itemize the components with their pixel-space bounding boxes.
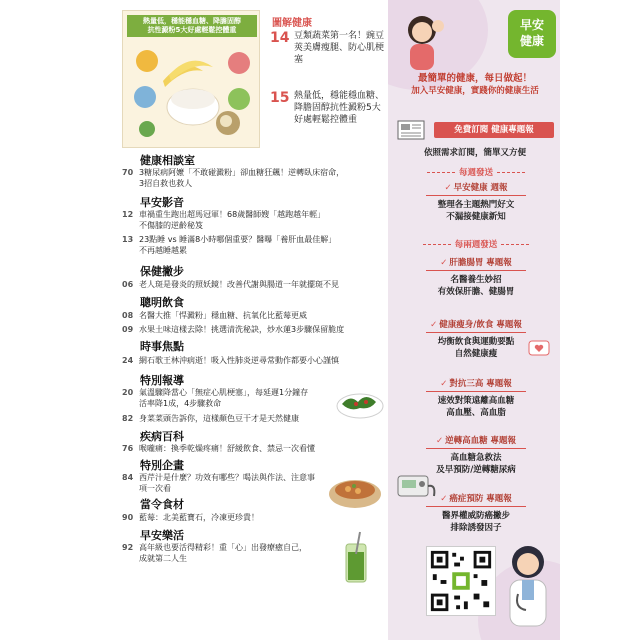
infographic-illustration xyxy=(123,11,260,148)
check-icon: ✓ xyxy=(440,379,448,389)
newsletter-topic[interactable]: ✓ 早安健康 週報 整理各主題熱門好文 不漏接健康新知 xyxy=(398,181,554,223)
section-title: 健康相談室 xyxy=(140,154,195,167)
divider xyxy=(426,332,526,333)
toc-item[interactable]: 06 老人斑是發炎的照妖鏡！改善代謝與腸道一年就擺斑不見 xyxy=(122,280,339,289)
toc-item[interactable]: 12 車禍重生跑出超馬冠軍！68歲醫師嫂「越跑越年輕」 不傷膝的逆齡秘笈 xyxy=(122,210,326,230)
divider xyxy=(426,506,526,507)
toc-item[interactable]: 08 名醫大推「悍澱粉」穩血糖、抗氧化比藍莓更威 xyxy=(122,311,307,320)
toc-item[interactable]: 82 身菜菜頭告訴你，這樣顏色豆干才是天然健康 xyxy=(122,414,299,423)
toc-item[interactable]: 20 氣溫驟降當心「無症心肌梗塞」，每延遲1分鐘存 活率降1成，4步驟救命 xyxy=(122,388,309,408)
feature-item[interactable] xyxy=(270,30,388,80)
check-icon: ✓ xyxy=(440,494,448,504)
subscribe-note: 依照需求訂閱，簡單又方便 xyxy=(423,148,526,158)
toc-item[interactable]: 09 水果土味這樣去除！挑選清洗秘訣，炒水蓮3步驟保留脆度 xyxy=(122,325,345,334)
page-number: 14 xyxy=(270,30,290,46)
check-icon: ✓ xyxy=(444,183,452,193)
feature-item[interactable] xyxy=(270,90,388,150)
newsletter-topic[interactable]: ✓ 肝膽腸胃 專題報 名醫養生妙招 有效保肝膽、健腸胃 xyxy=(398,256,554,298)
infographic-title: 熱量低，穩能穩血糖、降膽固醇 抗性澱粉5大好處輕鬆控體重 xyxy=(127,15,257,37)
feature-heading: 圖解健康 xyxy=(272,18,312,29)
divider xyxy=(426,195,526,196)
section-title: 當令食材 xyxy=(140,498,184,511)
newsletter-topic[interactable]: ✓ 健康瘦身/飲食 專題報 均衡飲食與運動要點 自然健康瘦 xyxy=(398,318,554,360)
qr-code[interactable] xyxy=(426,546,496,616)
toc-item[interactable]: 70 3糖尿病阿嬤「不敢碰澱粉」卻血糖狂飆！逆轉臥床宿命， 3招自救也救人 xyxy=(122,168,345,188)
toc-item[interactable]: 24 網石歌王林沖病逝！吸入性肺炎逆尋常動作都要小心謹慎 xyxy=(122,356,339,365)
heart-chat-icon xyxy=(528,340,550,358)
page-number: 15 xyxy=(270,90,290,106)
table-of-contents xyxy=(110,0,388,640)
divider xyxy=(426,270,526,271)
subscription-promo xyxy=(388,0,560,640)
check-icon: ✓ xyxy=(440,258,448,268)
section-title: 特別企畫 xyxy=(140,459,184,472)
section-title: 早安樂活 xyxy=(140,529,184,542)
vegetable-dish-image xyxy=(336,388,384,420)
doctor-illustration xyxy=(498,540,556,628)
section-title: 疾病百科 xyxy=(140,430,184,443)
newsletter-topic[interactable]: ✓ 逆轉高血糖 專題報 高血糖急救法 及早預防/逆轉糖尿病 xyxy=(398,434,554,476)
section-title: 聰明飲食 xyxy=(140,296,184,309)
newspaper-icon xyxy=(396,118,428,142)
infographic-image xyxy=(122,10,260,148)
food-bowl-image xyxy=(326,470,384,510)
toc-item[interactable]: 13 23點睡 vs 睡滿8小時哪個重要？醫曝「養肝血最佳解」 不再越睡越累 xyxy=(122,235,337,255)
feature-text: 熱量低，穩能穩血糖、降膽固醇抗性澱粉5大好處輕鬆控體重 xyxy=(294,91,385,125)
feature-text: 豆類蔬菜第一名！豌豆莢美膚瘦腿、防心肌梗塞 xyxy=(294,31,385,65)
divider xyxy=(426,448,526,449)
subscribe-button[interactable]: 免費訂閱 健康專題報 xyxy=(434,122,554,138)
newsletter-topic[interactable]: ✓ 對抗三高 專題報 速效對策遠離高血糖 高血壓、高血脂 xyxy=(398,377,554,419)
toc-item[interactable]: 90 藍莓：北美藍寶石，冷凍更珍貴！ xyxy=(122,513,259,522)
toc-item[interactable]: 92 高年級也要活得精彩！重「心」出發療癒自己， 成就第二人生 xyxy=(122,543,307,563)
check-icon: ✓ xyxy=(435,436,444,446)
brand-badge: 早安 健康 xyxy=(508,10,556,58)
toc-item[interactable]: 76 喉嚨痛：換季乾燥疼痛！舒緩飲食、禁忌一次看懂 xyxy=(122,444,315,453)
divider xyxy=(426,391,526,392)
girl-illustration xyxy=(398,10,450,74)
frequency-label-biweekly: 每兩週發送 xyxy=(398,238,554,250)
section-title: 保健撇步 xyxy=(140,265,184,278)
check-icon: ✓ xyxy=(430,320,438,330)
section-title: 特別報導 xyxy=(140,374,184,387)
magazine-page xyxy=(110,0,560,640)
green-juice-image xyxy=(336,530,376,586)
section-title: 時事焦點 xyxy=(140,340,184,353)
toc-item[interactable]: 84 西芹汁是什麼？功效有哪些？喝法與作法、注意事 項一次看 xyxy=(122,473,315,493)
section-title: 早安影音 xyxy=(140,196,184,209)
tagline-sub: 加入早安健康，實踐你的健康生活 xyxy=(411,86,539,96)
newsletter-topic[interactable]: ✓ 癌症預防 專題報 醫界權威防癌撇步 排除誘發因子 xyxy=(398,492,554,534)
frequency-label-weekly: 每週發送 xyxy=(398,166,554,178)
tagline: 最簡單的健康，每日做起！ xyxy=(417,73,532,84)
